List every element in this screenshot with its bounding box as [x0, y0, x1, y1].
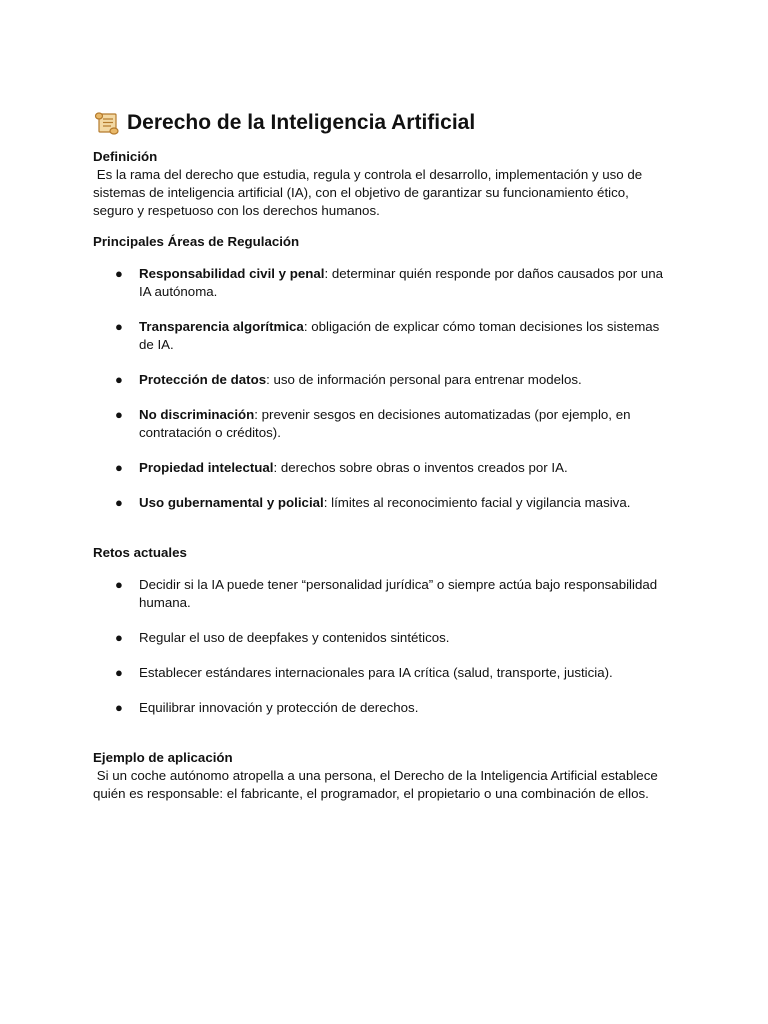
reto-text: Equilibrar innovación y protección de derechos.: [139, 700, 419, 715]
area-text: : límites al reconocimiento facial y vigilancia masiva.: [323, 495, 631, 510]
list-item: [93, 318, 675, 354]
bullet: ●: [115, 319, 123, 334]
title-row: [93, 108, 683, 138]
scroll-icon: [93, 110, 121, 136]
list-item: [93, 629, 675, 647]
definicion-text: Es la rama del derecho que estudia, regula y controla el desarrollo, implementación y uso de sistemas de inteligencia artificial (IA), con el objetivo de garantizar su funcionamiento ético, seguro y respetuoso con los derechos humanos.: [93, 167, 646, 218]
areas-heading: Principales Áreas de Regulación: [93, 234, 300, 249]
list-item: [93, 494, 675, 512]
area-term: Transparencia algorítmica: [139, 319, 304, 334]
areas-list: [93, 265, 683, 512]
list-item: [93, 406, 675, 442]
reto-text: Regular el uso de deepfakes y contenidos sintéticos.: [139, 630, 450, 645]
list-item: [93, 699, 675, 717]
retos-list: [93, 576, 683, 717]
ejemplo-heading: Ejemplo de aplicación: [93, 750, 233, 765]
bullet: ●: [115, 407, 123, 422]
bullet: ●: [115, 577, 123, 592]
area-text: : obligación de explicar cómo toman decisiones los sistemas de IA.: [139, 319, 660, 352]
bullet: ●: [115, 372, 123, 387]
page-title: Derecho de la Inteligencia Artificial: [127, 111, 476, 134]
area-term: Responsabilidad civil y penal: [139, 266, 325, 281]
area-term: Uso gubernamental y policial: [139, 495, 324, 510]
list-item: [93, 371, 675, 389]
document-page: [93, 108, 683, 803]
bullet: ●: [115, 700, 123, 715]
reto-text: Establecer estándares internacionales para IA crítica (salud, transporte, justicia).: [139, 665, 613, 680]
definicion-heading: Definición: [93, 149, 158, 164]
area-term: Protección de datos: [139, 372, 267, 387]
area-text: : prevenir sesgos en decisiones automatizadas (por ejemplo, en contratación o créditos).: [139, 407, 631, 440]
retos-heading: Retos actuales: [93, 545, 187, 560]
list-item: [93, 576, 675, 612]
area-text: : determinar quién responde por daños causados por una IA autónoma.: [139, 266, 664, 299]
bullet: ●: [115, 630, 123, 645]
area-term: Propiedad intelectual: [139, 460, 274, 475]
bullet: ●: [115, 495, 123, 510]
ejemplo-text: Si un coche autónomo atropella a una persona, el Derecho de la Inteligencia Artificial establece quién es responsable: el fabricante, el programador, el propietario o una combinación de ellos.: [93, 768, 662, 801]
bullet: ●: [115, 665, 123, 680]
reto-text: Decidir si la IA puede tener “personalidad jurídica” o siempre actúa bajo responsabilidad humana.: [139, 577, 658, 610]
bullet: ●: [115, 266, 123, 281]
area-term: No discriminación: [139, 407, 255, 422]
list-item: [93, 265, 675, 301]
area-text: : uso de información personal para entrenar modelos.: [266, 372, 582, 387]
bullet: ●: [115, 460, 123, 475]
list-item: [93, 459, 675, 477]
list-item: [93, 664, 675, 682]
area-text: : derechos sobre obras o inventos creados por IA.: [273, 460, 568, 475]
